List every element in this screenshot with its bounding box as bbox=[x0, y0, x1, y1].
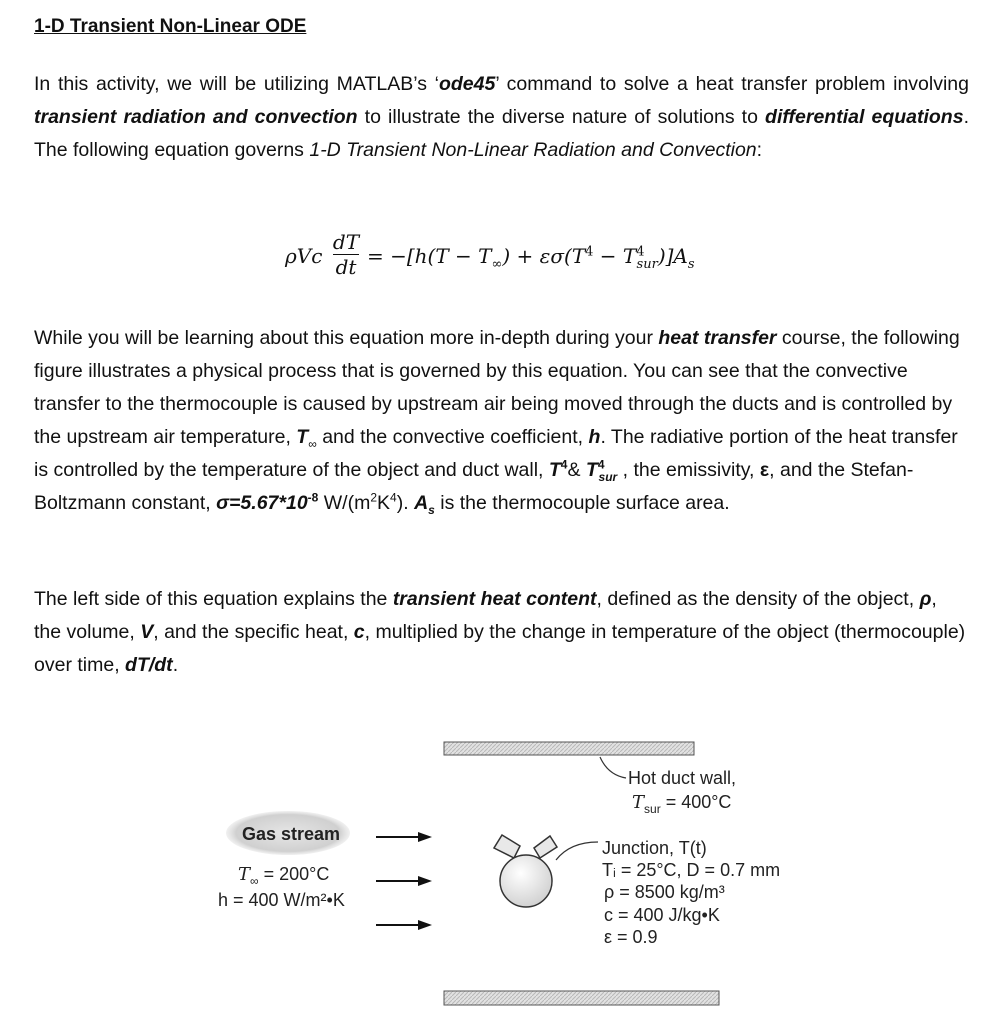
flow-arrows bbox=[376, 832, 432, 930]
hot-duct-wall-label: Hot duct wall, bbox=[628, 768, 737, 788]
intro-paragraph: In this activity, we will be utilizing MATLAB’s ‘ode45’ command to solve a heat transfer problem involving transient radiation and convection to illustrate the diverse nature of solutions to differential equations. The following equation governs 1-D Transient Non-Linear Radiation and Convection: bbox=[34, 73, 969, 161]
thermocouple-junction bbox=[494, 835, 557, 907]
density-label: ρ = 8500 kg/m³ bbox=[604, 882, 725, 902]
emissivity-label: ε = 0.9 bbox=[604, 927, 658, 947]
wall-leader-line bbox=[600, 757, 626, 778]
governing-equation bbox=[285, 228, 745, 288]
thermocouple-figure bbox=[0, 700, 998, 1024]
duct-wall-bottom bbox=[444, 991, 719, 1005]
duct-wall-top bbox=[444, 742, 694, 755]
equation-lhs: ρVc bbox=[285, 244, 323, 268]
specific-heat-label: c = 400 J/kg•K bbox=[604, 905, 720, 925]
t-sur-label: $T_{sur} = 400^\circ C$ bbox=[632, 792, 732, 816]
equation-rhs: = $-[h(T - T_\infty) + \varepsilon\sigma(T^4 - T^4_{sur})]A_s$ bbox=[367, 244, 695, 272]
gas-stream-label: Gas stream bbox=[242, 824, 341, 844]
lhs-explanation-paragraph: The left side of this equation explains the transient heat content, defined as the density of the object, ρ, the volume, V, and the specific heat, c, multiplied by the change in temperature of the object (thermocouple) over time, dT/dt. bbox=[34, 588, 966, 676]
h-label: h = 400 W/m²•K bbox=[218, 890, 345, 910]
initial-temp-label: Tᵢ = 25°C, D = 0.7 mm bbox=[602, 860, 781, 880]
equation-fraction: dT dt bbox=[332, 230, 360, 279]
junction-label: Junction, T(t) bbox=[602, 838, 707, 858]
junction-leader-line bbox=[556, 842, 598, 860]
explanation-paragraph: While you will be learning about this equation more in-depth during your heat transfer course, the following figure illustrates a physical process that is governed by this equation. You can see that the convective transfer to the thermocouple is caused by upstream air being moved through the ducts and is controlled by the upstream air temperature, $T_\infty$ and the convective coefficient, h. The radiative portion of the heat transfer is controlled by the temperature of the object and duct wall, $T^4\&$ $T^4_{sur}$ , the emissivity, ε, and the Stefan-Boltzmann constant, $\sigma=5.67*10^{-8}$ $W/(m^2K^4)$. $A_s$ is the thermocouple surface area. bbox=[34, 327, 960, 517]
t-inf-label: $T_\infty = 200^\circ C$ bbox=[238, 864, 330, 888]
page-title: 1-D Transient Non-Linear ODE bbox=[34, 16, 307, 37]
